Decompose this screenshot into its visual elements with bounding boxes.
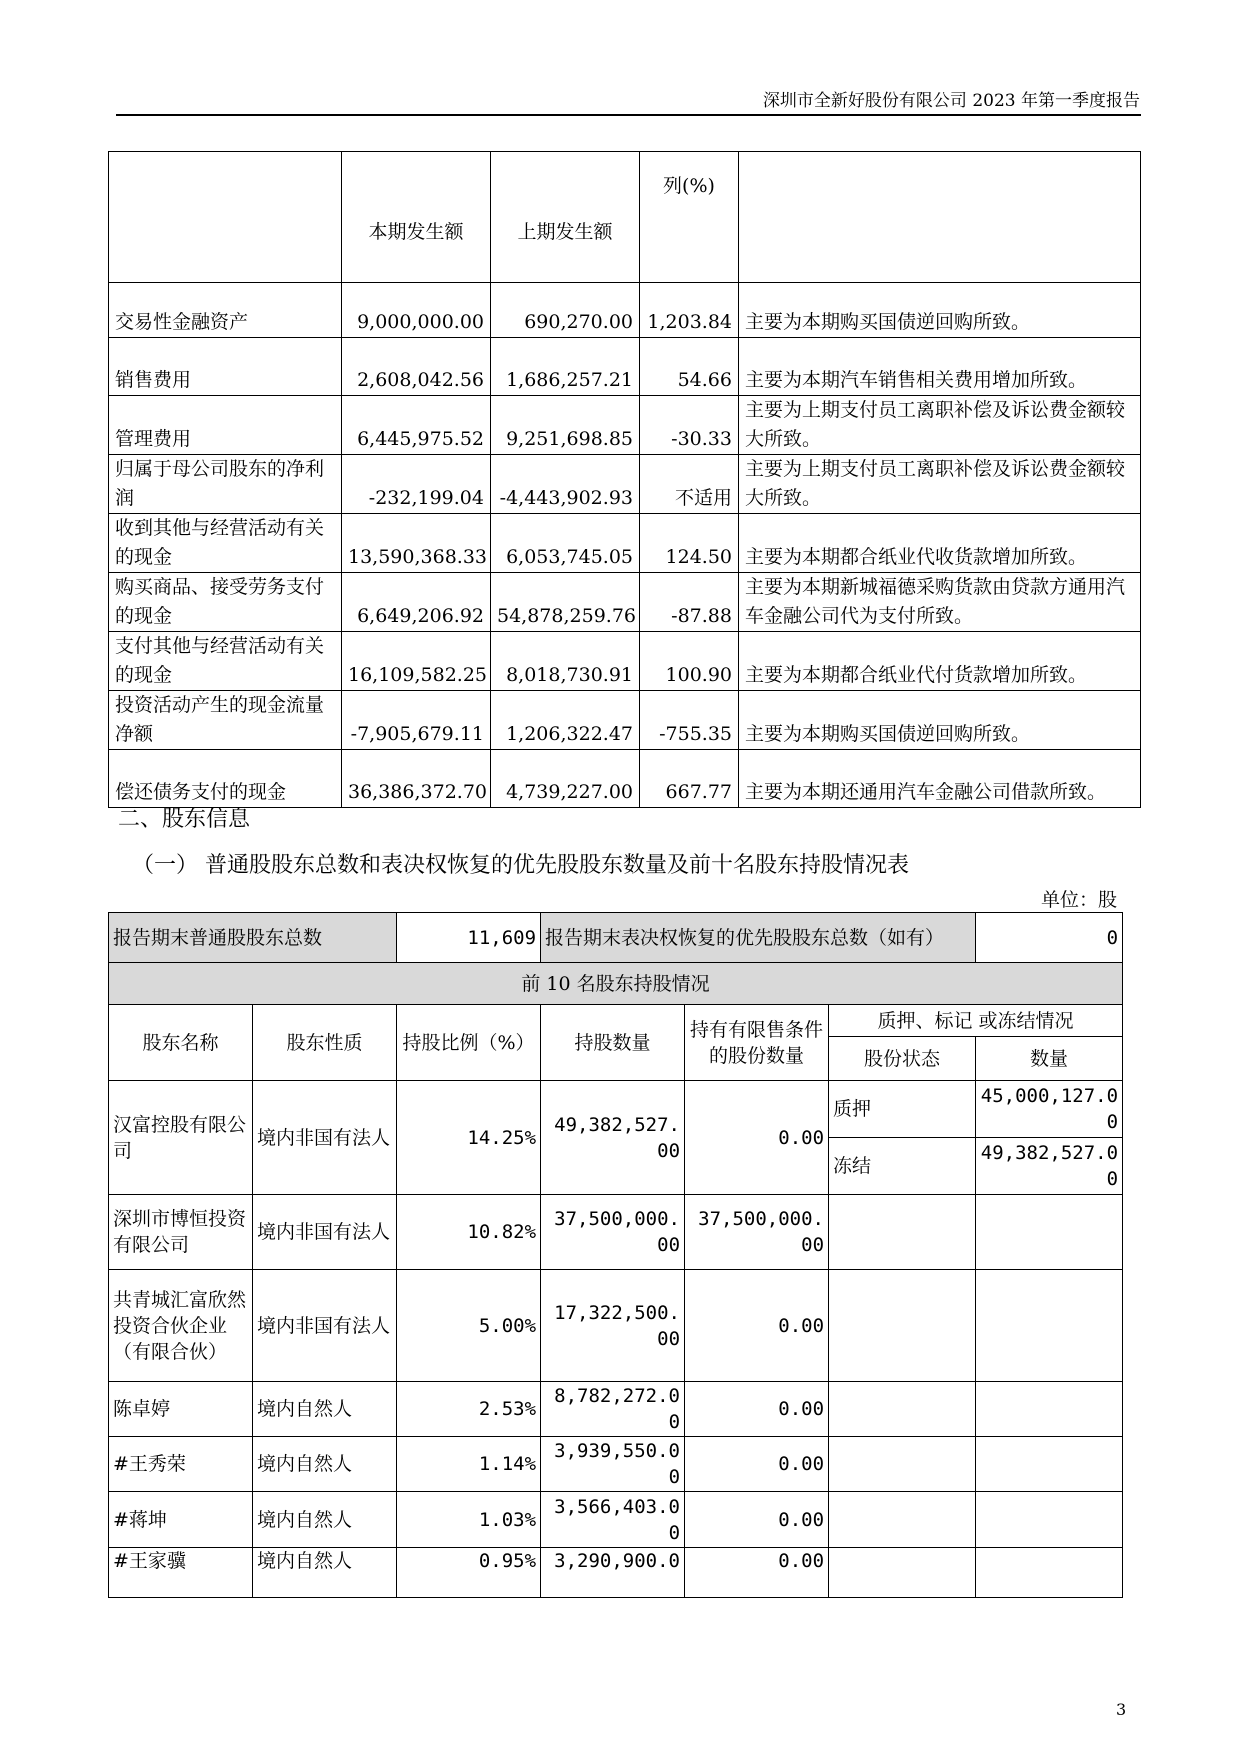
shares-held: 3,566,403.00	[541, 1492, 685, 1548]
item-label: 收到其他与经营活动有关的现金	[109, 514, 342, 573]
current-value: -7,905,679.11	[342, 691, 491, 750]
previous-value: -4,443,902.93	[491, 455, 640, 514]
change-percent: -30.33	[640, 396, 739, 455]
shares-held: 3,290,900.0	[541, 1548, 685, 1598]
table-row	[109, 632, 1141, 691]
change-percent: 100.90	[640, 632, 739, 691]
shareholder-nature: 境内自然人	[253, 1437, 397, 1492]
pledge-amount	[976, 1437, 1123, 1492]
shareholder-name: 深圳市博恒投资有限公司	[109, 1195, 253, 1270]
change-reason: 主要为上期支付员工离职补偿及诉讼费金额较大所致。	[739, 396, 1141, 455]
subsection-title: （一） 普通股股东总数和表决权恢复的优先股股东数量及前十名股东持股情况表	[132, 853, 909, 878]
shareholder-nature: 境内非国有法人	[253, 1270, 397, 1382]
change-reason: 主要为本期购买国债逆回购所致。	[739, 691, 1141, 750]
change-percent: 667.77	[640, 750, 739, 808]
pledge-amount	[976, 1548, 1123, 1598]
shares-held: 3,939,550.00	[541, 1437, 685, 1492]
holding-ratio: 10.82%	[397, 1195, 541, 1270]
shares-held: 17,322,500.00	[541, 1270, 685, 1382]
share-status	[829, 1270, 976, 1382]
header-previous-period: 上期发生额	[491, 152, 640, 283]
pledge-amount: 45,000,127.00	[976, 1081, 1123, 1138]
header-pledge-group: 质押、标记 或冻结情况	[829, 1005, 1123, 1037]
holding-ratio: 5.00%	[397, 1270, 541, 1382]
restricted-shares: 0.00	[685, 1437, 829, 1492]
holding-ratio: 0.95%	[397, 1548, 541, 1598]
change-percent: -755.35	[640, 691, 739, 750]
previous-value: 9,251,698.85	[491, 396, 640, 455]
header-restricted-shares: 持有有限售条件的股份数量	[685, 1005, 829, 1081]
restricted-shares: 0.00	[685, 1382, 829, 1437]
shareholder-name: #蒋坤	[109, 1492, 253, 1548]
previous-value: 54,878,259.76	[491, 573, 640, 632]
shareholder-nature: 境内非国有法人	[253, 1195, 397, 1270]
header-cell-reason	[739, 152, 1141, 283]
header-divider	[116, 114, 1141, 116]
current-value: 6,445,975.52	[342, 396, 491, 455]
item-label: 管理费用	[109, 396, 342, 455]
unit-label: 单位：股	[1040, 889, 1117, 911]
table-row	[109, 691, 1141, 750]
table-row	[109, 573, 1141, 632]
share-status	[829, 1195, 976, 1270]
change-reason: 主要为本期新城福德采购货款由贷款方通用汽车金融公司代为支付所致。	[739, 573, 1141, 632]
top10-title: 前 10 名股东持股情况	[109, 963, 1123, 1005]
table-row	[109, 1081, 1123, 1138]
header-cell-blank	[109, 152, 342, 283]
restricted-shares: 37,500,000.00	[685, 1195, 829, 1270]
top10-title-row	[109, 963, 1123, 1005]
pledge-amount: 49,382,527.00	[976, 1138, 1123, 1195]
share-status: 冻结	[829, 1138, 976, 1195]
shareholder-name: 共青城汇富欣然投资合伙企业（有限合伙）	[109, 1270, 253, 1382]
item-label: 投资活动产生的现金流量净额	[109, 691, 342, 750]
header-shareholder-nature: 股东性质	[253, 1005, 397, 1081]
previous-value: 1,206,322.47	[491, 691, 640, 750]
pledge-amount	[976, 1195, 1123, 1270]
report-header-title: 深圳市全新好股份有限公司 2023 年第一季度报告	[762, 91, 1140, 111]
table-row	[109, 750, 1141, 808]
previous-value: 4,739,227.00	[491, 750, 640, 808]
shares-held: 49,382,527.00	[541, 1081, 685, 1195]
header-shares-held: 持股数量	[541, 1005, 685, 1081]
item-label: 支付其他与经营活动有关的现金	[109, 632, 342, 691]
restricted-shares: 0.00	[685, 1081, 829, 1195]
shareholder-nature: 境内非国有法人	[253, 1081, 397, 1195]
shares-held: 37,500,000.00	[541, 1195, 685, 1270]
share-status	[829, 1492, 976, 1548]
table-row	[109, 1382, 1123, 1437]
holding-ratio: 2.53%	[397, 1382, 541, 1437]
change-reason: 主要为本期都合纸业代收货款增加所致。	[739, 514, 1141, 573]
changes-table	[108, 151, 1141, 808]
change-reason: 主要为本期还通用汽车金融公司借款所致。	[739, 750, 1141, 808]
change-percent: 1,203.84	[640, 283, 739, 338]
restricted-shares: 0.00	[685, 1270, 829, 1382]
item-label: 偿还债务支付的现金	[109, 750, 342, 808]
table-row	[109, 1492, 1123, 1548]
pledge-amount	[976, 1270, 1123, 1382]
share-status	[829, 1382, 976, 1437]
change-percent: 不适用	[640, 455, 739, 514]
pledge-amount	[976, 1492, 1123, 1548]
holding-ratio: 1.03%	[397, 1492, 541, 1548]
table-row	[109, 1437, 1123, 1492]
table-row	[109, 283, 1141, 338]
previous-value: 690,270.00	[491, 283, 640, 338]
changes-table-header	[109, 152, 1141, 283]
change-reason: 主要为本期购买国债逆回购所致。	[739, 283, 1141, 338]
current-value: 16,109,582.25	[342, 632, 491, 691]
table-row	[109, 514, 1141, 573]
table-row	[109, 338, 1141, 396]
preferred-shareholders-label: 报告期末表决权恢复的优先股股东总数（如有）	[541, 913, 976, 963]
table-row	[109, 455, 1141, 514]
item-label: 销售费用	[109, 338, 342, 396]
item-label: 交易性金融资产	[109, 283, 342, 338]
shareholder-total-row	[109, 913, 1123, 963]
shareholder-name: 汉富控股有限公司	[109, 1081, 253, 1195]
item-label: 购买商品、接受劳务支付的现金	[109, 573, 342, 632]
shareholders-table	[108, 912, 1123, 1598]
current-value: 2,608,042.56	[342, 338, 491, 396]
header-change-percent: 列(%)	[640, 152, 739, 283]
pledge-amount	[976, 1382, 1123, 1437]
header-current-period: 本期发生额	[342, 152, 491, 283]
change-reason: 主要为上期支付员工离职补偿及诉讼费金额较大所致。	[739, 455, 1141, 514]
shareholder-nature: 境内自然人	[253, 1492, 397, 1548]
shareholder-nature: 境内自然人	[253, 1382, 397, 1437]
header-pledge-amount: 数量	[976, 1037, 1123, 1081]
shareholder-name: #王家骥	[109, 1548, 253, 1598]
restricted-shares: 0.00	[685, 1548, 829, 1598]
change-reason: 主要为本期汽车销售相关费用增加所致。	[739, 338, 1141, 396]
previous-value: 6,053,745.05	[491, 514, 640, 573]
share-status	[829, 1437, 976, 1492]
change-percent: -87.88	[640, 573, 739, 632]
holding-ratio: 14.25%	[397, 1081, 541, 1195]
shares-held: 8,782,272.00	[541, 1382, 685, 1437]
current-value: 13,590,368.33	[342, 514, 491, 573]
header-shareholder-name: 股东名称	[109, 1005, 253, 1081]
shareholders-header-row	[109, 1005, 1123, 1037]
item-label: 归属于母公司股东的净利润	[109, 455, 342, 514]
share-status: 质押	[829, 1081, 976, 1138]
current-value: 9,000,000.00	[342, 283, 491, 338]
current-value: 36,386,372.70	[342, 750, 491, 808]
table-row	[109, 396, 1141, 455]
header-share-status: 股份状态	[829, 1037, 976, 1081]
table-row	[109, 1548, 1123, 1598]
holding-ratio: 1.14%	[397, 1437, 541, 1492]
change-reason: 主要为本期都合纸业代付货款增加所致。	[739, 632, 1141, 691]
shareholder-nature: 境内自然人	[253, 1548, 397, 1598]
share-status	[829, 1548, 976, 1598]
current-value: -232,199.04	[342, 455, 491, 514]
change-percent: 124.50	[640, 514, 739, 573]
total-shareholders-value: 11,609	[397, 913, 541, 963]
preferred-shareholders-value: 0	[976, 913, 1123, 963]
shareholder-name: #王秀荣	[109, 1437, 253, 1492]
page-number: 3	[1116, 1700, 1127, 1719]
previous-value: 1,686,257.21	[491, 338, 640, 396]
header-holding-ratio: 持股比例（%）	[397, 1005, 541, 1081]
previous-value: 8,018,730.91	[491, 632, 640, 691]
current-value: 6,649,206.92	[342, 573, 491, 632]
table-row	[109, 1195, 1123, 1270]
shareholder-name: 陈卓婷	[109, 1382, 253, 1437]
section-title: 二、股东信息	[118, 807, 251, 832]
change-percent: 54.66	[640, 338, 739, 396]
table-row	[109, 1270, 1123, 1382]
total-shareholders-label: 报告期末普通股股东总数	[109, 913, 397, 963]
restricted-shares: 0.00	[685, 1492, 829, 1548]
